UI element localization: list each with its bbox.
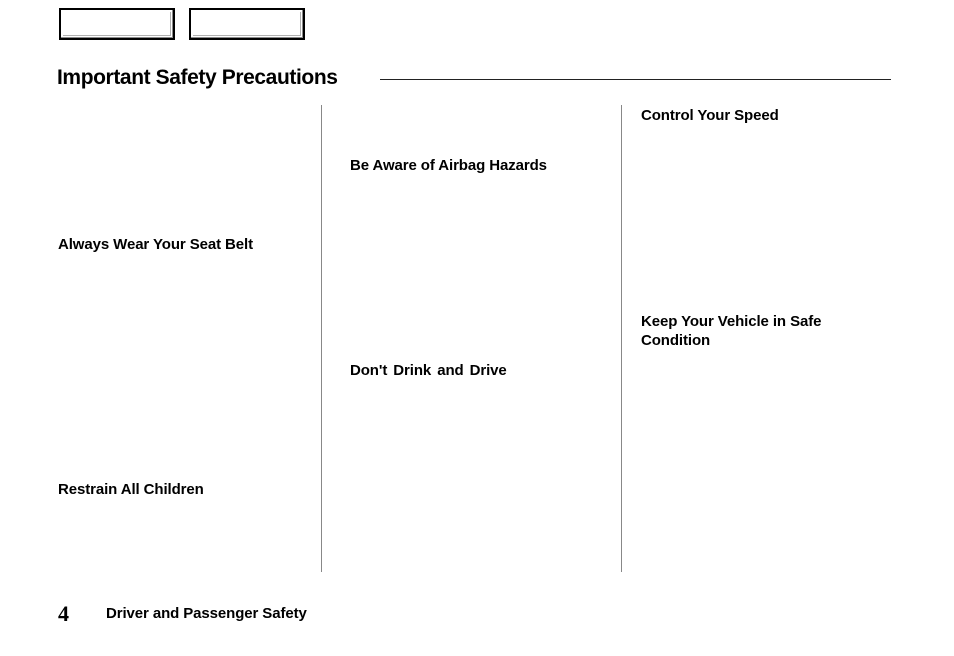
page-number: 4 <box>58 601 69 626</box>
next-page-button[interactable] <box>189 8 305 40</box>
heading-control-speed[interactable]: Control Your Speed <box>641 107 779 124</box>
column-divider-right <box>621 105 622 572</box>
column-divider-left <box>321 105 322 572</box>
heading-safe-vehicle[interactable]: Keep Your Vehicle in Safe Condition <box>641 313 822 349</box>
heading-airbag-hazards[interactable]: Be Aware of Airbag Hazards <box>350 157 547 174</box>
page-title: Important Safety Precautions <box>57 66 338 89</box>
section-name: Driver and Passenger Safety <box>106 605 307 622</box>
title-rule <box>380 79 891 80</box>
button-bevel <box>63 12 171 36</box>
heading-seat-belt[interactable]: Always Wear Your Seat Belt <box>58 236 253 253</box>
previous-page-button[interactable] <box>59 8 175 40</box>
heading-restrain-children[interactable]: Restrain All Children <box>58 481 204 498</box>
heading-dont-drink-drive[interactable]: Don't Drink and Drive <box>350 362 507 379</box>
button-bevel <box>193 12 301 36</box>
